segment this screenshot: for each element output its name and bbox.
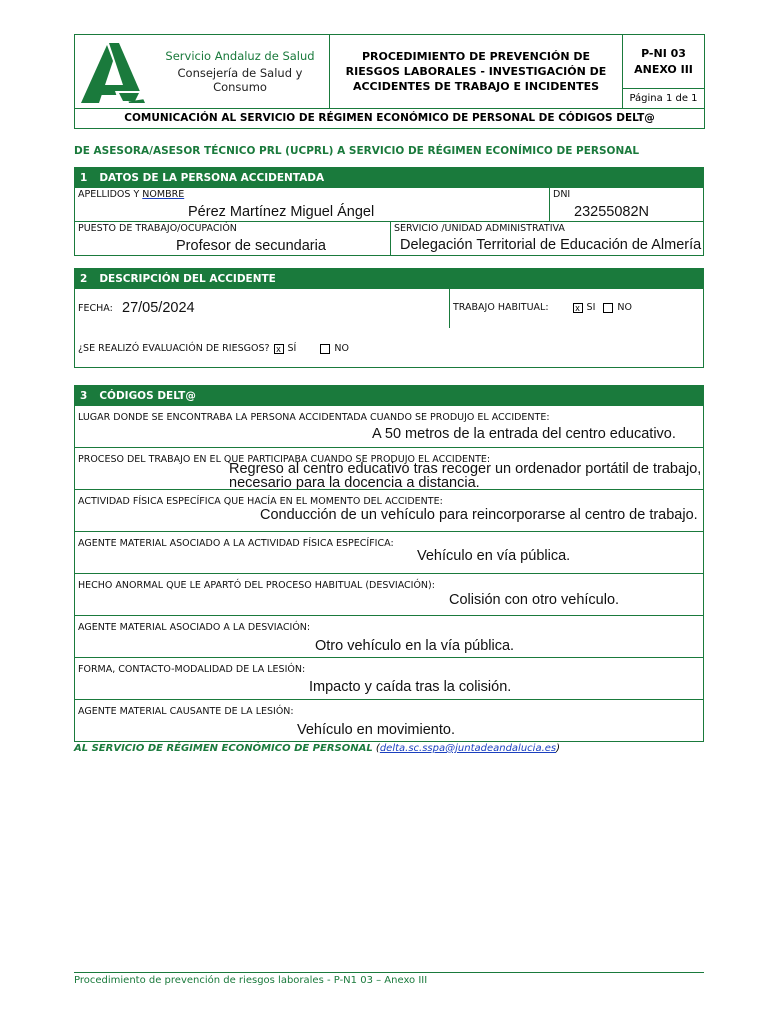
- activity-field[interactable]: Conducción de un vehículo para reincorporarse al centro de trabajo.: [260, 507, 698, 523]
- delta-row-activity: [75, 489, 703, 531]
- document-title: PROCEDIMIENTO DE PREVENCIÓN DE RIESGOS LABORALES - INVESTIGACIÓN DE ACCIDENTES DE TRABAJO E INCIDENTES: [330, 35, 623, 108]
- document-code-block: [623, 35, 704, 108]
- activity-agent-field[interactable]: Vehículo en vía pública.: [417, 548, 571, 564]
- section-1-title: DATOS DE LA PERSONA ACCIDENTADA: [99, 171, 325, 184]
- evaluation-no-checkbox[interactable]: [320, 344, 330, 354]
- route-line: DE ASESORA/ASESOR TÉCNICO PRL (UCPRL) A SERVICIO DE RÉGIMEN ECONÍMICO DE PERSONAL: [74, 145, 640, 157]
- recipient-email-link[interactable]: delta.sc.sspa@juntadeandalucia.es: [379, 743, 557, 754]
- process-field[interactable]: [229, 462, 701, 490]
- document-subheader: COMUNICACIÓN AL SERVICIO DE RÉGIMEN ECONÓMICO DE PERSONAL DE CÓDIGOS DELT@: [74, 108, 705, 129]
- unit-cell: [390, 222, 703, 255]
- habitual-no-checkbox[interactable]: [603, 303, 613, 313]
- section-accident-description: [74, 268, 704, 368]
- habitual-cell: [449, 289, 703, 328]
- section-3-title: CÓDIGOS DELT@: [99, 389, 196, 402]
- section-3-header: [75, 386, 703, 405]
- injury-form-field[interactable]: Impacto y caída tras la colisión.: [309, 679, 512, 695]
- section-injured-person: [74, 167, 704, 256]
- process-label: PROCESO DEL TRABAJO EN EL QUE PARTICIPABA CUANDO SE PRODUJO EL ACCIDENTE:: [78, 454, 491, 465]
- junta-andalucia-logo-icon: [79, 39, 147, 105]
- evaluation-yes-label: SÍ: [287, 343, 297, 354]
- page-number: Página 1 de 1: [629, 93, 698, 104]
- job-cell: [75, 222, 390, 255]
- org-line2: Consejería de Salud y Consumo: [177, 66, 303, 94]
- evaluation-yes-checkbox[interactable]: x: [274, 344, 284, 354]
- section-3-number: 3: [80, 389, 88, 402]
- injury-agent-label: AGENTE MATERIAL CAUSANTE DE LA LESIÓN:: [78, 706, 294, 717]
- dni-field[interactable]: 23255082N: [574, 204, 649, 220]
- dni-cell: [549, 188, 703, 221]
- procedure-code: P-NI 03: [641, 46, 686, 60]
- unit-field[interactable]: Delegación Territorial de Educación de Almería: [400, 237, 702, 253]
- injury-form-label: FORMA, CONTACTO-MODALIDAD DE LA LESIÓN:: [78, 664, 306, 675]
- deviation-label: HECHO ANORMAL QUE LE APARTÓ DEL PROCESO HABITUAL (DESVIACIÓN):: [78, 580, 435, 591]
- delta-row-deviation: [75, 573, 703, 615]
- footer-text: Procedimiento de prevención de riesgos laborales - P-N1 03 – Anexo III: [74, 975, 428, 986]
- delta-row-location: [75, 405, 703, 447]
- activity-label: ACTIVIDAD FÍSICA ESPECÍFICA QUE HACÍA EN EL MOMENTO DEL ACCIDENTE:: [78, 496, 443, 507]
- name-cell: [75, 188, 549, 221]
- delta-row-deviation-agent: [75, 615, 703, 657]
- deviation-field[interactable]: Colisión con otro vehículo.: [449, 592, 620, 608]
- date-label: FECHA:: [78, 303, 113, 314]
- dni-label: DNI: [553, 189, 571, 200]
- date-field[interactable]: 27/05/2024: [122, 300, 195, 316]
- evaluation-group: [78, 343, 349, 354]
- habitual-no-label: NO: [617, 302, 632, 313]
- delta-row-injury-agent: [75, 699, 703, 741]
- habitual-yes-checkbox[interactable]: x: [573, 303, 583, 313]
- location-field[interactable]: A 50 metros de la entrada del centro educativo.: [372, 426, 676, 442]
- delta-row-activity-agent: [75, 531, 703, 573]
- process-line-1: Regreso al centro educativo tras recoger un ordenador portátil de trabajo,: [229, 461, 702, 477]
- habitual-yes-label: SI: [586, 302, 596, 313]
- footer-divider: [74, 972, 704, 973]
- name-row: [75, 187, 703, 221]
- date-cell: [75, 289, 449, 328]
- org-name: [151, 49, 329, 94]
- section-1-number: 1: [80, 171, 88, 184]
- delta-row-process: [75, 447, 703, 489]
- evaluation-no-label: NO: [334, 343, 349, 354]
- document-header: [74, 34, 705, 109]
- injury-agent-field[interactable]: Vehículo en movimiento.: [297, 722, 455, 738]
- section-2-header: [75, 269, 703, 288]
- section-2-title: DESCRIPCIÓN DEL ACCIDENTE: [99, 272, 276, 285]
- job-row: [75, 221, 703, 255]
- evaluation-label: ¿SE REALIZÓ EVALUACIÓN DE RIESGOS?: [78, 343, 270, 354]
- org-line1: Servicio Andaluz de Salud: [165, 49, 315, 63]
- deviation-agent-label: AGENTE MATERIAL ASOCIADO A LA DESVIACIÓN:: [78, 622, 311, 633]
- deviation-agent-field[interactable]: Otro vehículo en la vía pública.: [315, 638, 515, 654]
- section-2-number: 2: [80, 272, 88, 285]
- habitual-group: [453, 302, 632, 313]
- job-label: PUESTO DE TRABAJO/OCUPACIÓN: [78, 223, 237, 234]
- name-label: APELLIDOS Y NOMBRE: [78, 189, 185, 200]
- logo-block: [75, 35, 330, 108]
- recipient-label: AL SERVICIO DE RÉGIMEN ECONÓMICO DE PERSONAL: [74, 743, 373, 754]
- unit-label: SERVICIO /UNIDAD ADMINISTRATIVA: [394, 223, 565, 234]
- location-label: LUGAR DONDE SE ENCONTRABA LA PERSONA ACCIDENTADA CUANDO SE PRODUJO EL ACCIDENTE:: [78, 412, 550, 423]
- activity-agent-label: AGENTE MATERIAL ASOCIADO A LA ACTIVIDAD FÍSICA ESPECÍFICA:: [78, 538, 394, 549]
- section-1-header: [75, 168, 703, 187]
- name-field[interactable]: Pérez Martínez Miguel Ángel: [188, 204, 375, 220]
- job-field[interactable]: Profesor de secundaria: [176, 238, 326, 254]
- evaluation-row: [75, 328, 703, 367]
- date-row: [75, 288, 703, 328]
- process-line-2: necesario para la docencia a distancia.: [229, 475, 480, 491]
- habitual-label: TRABAJO HABITUAL:: [453, 302, 549, 313]
- section-delta-codes: [74, 385, 704, 742]
- document-code: [623, 35, 704, 89]
- annex-code: ANEXO III: [634, 62, 693, 76]
- recipient-line: AL SERVICIO DE RÉGIMEN ECONÓMICO DE PERSONAL (delta.sc.sspa@juntadeandalucia.es): [74, 743, 561, 754]
- delta-row-injury-form: [75, 657, 703, 699]
